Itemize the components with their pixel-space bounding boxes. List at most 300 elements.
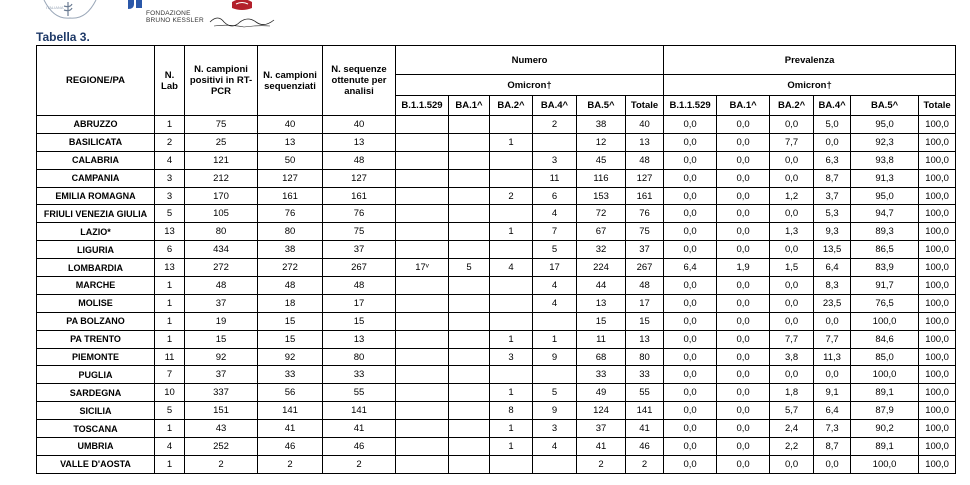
sequenziati-cell: 50 <box>258 151 323 169</box>
numero-cell: 80 <box>626 348 664 366</box>
prevalenza-cell: 0,0 <box>664 330 717 348</box>
sequenze-cell: 76 <box>323 205 396 223</box>
table-row <box>37 330 956 348</box>
numero-cell: 141 <box>626 402 664 420</box>
prevalenza-cell: 100,0 <box>919 438 956 456</box>
numero-cell: 45 <box>577 151 626 169</box>
positivi-cell: 75 <box>185 116 258 134</box>
numero-cell: 41 <box>626 420 664 438</box>
prevalenza-cell: 0,0 <box>664 187 717 205</box>
lab-cell: 13 <box>155 223 185 241</box>
table-row <box>37 384 956 402</box>
numero-cell <box>490 366 533 384</box>
prevalenza-cell: 93,8 <box>851 151 919 169</box>
region-cell: PA TRENTO <box>37 330 155 348</box>
numero-cell: 1 <box>490 420 533 438</box>
prevalenza-cell: 85,0 <box>851 348 919 366</box>
sequenziati-cell: 127 <box>258 169 323 187</box>
lab-cell: 7 <box>155 366 185 384</box>
prevalenza-cell: 0,0 <box>770 116 814 134</box>
lab-cell: 1 <box>155 294 185 312</box>
prevalenza-cell: 1,9 <box>717 259 770 277</box>
iss-logo-icon <box>40 0 100 20</box>
prevalenza-cell: 3,8 <box>770 348 814 366</box>
numero-cell <box>396 330 449 348</box>
region-cell: UMBRIA <box>37 438 155 456</box>
sequenziati-cell: 2 <box>258 455 323 473</box>
prevalenza-cell: 2,4 <box>770 420 814 438</box>
prevalenza-cell: 8,7 <box>814 438 851 456</box>
sequenziati-cell: 76 <box>258 205 323 223</box>
numero-cell <box>533 455 577 473</box>
col-region: REGIONE/PA <box>37 46 155 116</box>
prevalenza-cell: 0,0 <box>717 420 770 438</box>
numero-cell <box>396 420 449 438</box>
region-cell: MARCHE <box>37 277 155 295</box>
prevalenza-cell: 0,0 <box>770 455 814 473</box>
prevalenza-cell: 87,9 <box>851 402 919 420</box>
table-row <box>37 455 956 473</box>
prevalenza-cell: 100,0 <box>919 187 956 205</box>
table-row <box>37 151 956 169</box>
numero-cell <box>449 330 490 348</box>
col-lab: N. Lab <box>155 46 185 116</box>
numero-cell: 124 <box>577 402 626 420</box>
positivi-cell: 105 <box>185 205 258 223</box>
prevalenza-cell: 7,3 <box>814 420 851 438</box>
region-cell: CALABRIA <box>37 151 155 169</box>
numero-cell <box>490 312 533 330</box>
lab-cell: 1 <box>155 312 185 330</box>
prevalenza-cell: 0,0 <box>664 294 717 312</box>
region-cell: SARDEGNA <box>37 384 155 402</box>
sequenziati-cell: 18 <box>258 294 323 312</box>
positivi-cell: 2 <box>185 455 258 473</box>
sequenze-cell: 48 <box>323 277 396 295</box>
numero-cell: 1 <box>490 133 533 151</box>
col-sequenze: N. sequenze ottenute per analisi <box>323 46 396 116</box>
prevalenza-cell: 100,0 <box>919 205 956 223</box>
numero-cell <box>449 133 490 151</box>
numero-cell: 1 <box>490 223 533 241</box>
numero-cell <box>533 312 577 330</box>
lab-cell: 1 <box>155 455 185 473</box>
region-cell: SICILIA <box>37 402 155 420</box>
sub-omicron-numero: Omicron† <box>396 75 664 96</box>
region-cell: PIEMONTE <box>37 348 155 366</box>
numero-cell <box>449 312 490 330</box>
numero-cell: 11 <box>577 330 626 348</box>
numero-cell <box>449 205 490 223</box>
numero-cell <box>449 455 490 473</box>
numero-cell: 6 <box>533 187 577 205</box>
numero-cell: 3 <box>533 420 577 438</box>
numero-cell: 38 <box>577 116 626 134</box>
prevalenza-cell: 0,0 <box>664 133 717 151</box>
prevalenza-cell: 6,4 <box>814 259 851 277</box>
prevalenza-cell: 2,2 <box>770 438 814 456</box>
sequenziati-cell: 33 <box>258 366 323 384</box>
lab-cell: 1 <box>155 116 185 134</box>
prevalenza-cell: 89,3 <box>851 223 919 241</box>
lab-cell: 10 <box>155 384 185 402</box>
prevalenza-cell: 0,0 <box>717 223 770 241</box>
positivi-cell: 121 <box>185 151 258 169</box>
prevalenza-cell: 100,0 <box>851 312 919 330</box>
prevalenza-cell: 5,3 <box>814 205 851 223</box>
sequenze-cell: 15 <box>323 312 396 330</box>
prevalenza-cell: 100,0 <box>919 366 956 384</box>
sequenziati-cell: 56 <box>258 384 323 402</box>
sequenze-cell: 37 <box>323 241 396 259</box>
numero-cell: 44 <box>577 277 626 295</box>
prevalenza-cell: 0,0 <box>717 402 770 420</box>
numero-cell <box>396 402 449 420</box>
prevalenza-cell: 90,2 <box>851 420 919 438</box>
prevalenza-cell: 0,0 <box>664 384 717 402</box>
prevalenza-cell: 0,0 <box>717 187 770 205</box>
prevalenza-cell: 13,5 <box>814 241 851 259</box>
prevalence-table <box>36 45 956 474</box>
prevalenza-cell: 0,0 <box>664 366 717 384</box>
lab-cell: 3 <box>155 187 185 205</box>
group-numero: Numero <box>396 46 664 75</box>
numero-cell <box>396 277 449 295</box>
sequenze-cell: 141 <box>323 402 396 420</box>
numero-cell <box>490 169 533 187</box>
table-row <box>37 169 956 187</box>
sequenziati-cell: 15 <box>258 330 323 348</box>
numero-cell: 48 <box>626 277 664 295</box>
numero-cell <box>490 455 533 473</box>
numero-cell: 2 <box>490 187 533 205</box>
numero-cell: 37 <box>626 241 664 259</box>
prevalenza-cell: 0,0 <box>717 455 770 473</box>
numero-cell: 224 <box>577 259 626 277</box>
positivi-cell: 170 <box>185 187 258 205</box>
prevalenza-cell: 100,0 <box>919 223 956 241</box>
numero-cell <box>490 151 533 169</box>
numero-cell <box>449 402 490 420</box>
prevalenza-cell: 89,1 <box>851 384 919 402</box>
prevalenza-cell: 0,0 <box>717 205 770 223</box>
prevalenza-cell: 7,7 <box>770 330 814 348</box>
num-variant-header: BA.1^ <box>449 96 490 116</box>
prevalenza-cell: 0,0 <box>664 241 717 259</box>
prev-variant-header: Totale <box>919 96 956 116</box>
numero-cell: 2 <box>577 455 626 473</box>
prevalenza-cell: 100,0 <box>919 330 956 348</box>
numero-cell: 4 <box>533 438 577 456</box>
sequenziati-cell: 141 <box>258 402 323 420</box>
prevalenza-cell: 0,0 <box>664 205 717 223</box>
numero-cell: 5 <box>533 241 577 259</box>
fbk-line1: FONDAZIONE <box>146 10 191 17</box>
prevalenza-cell: 0,0 <box>664 438 717 456</box>
numero-cell <box>396 187 449 205</box>
table-row <box>37 402 956 420</box>
prevalenza-cell: 0,0 <box>664 223 717 241</box>
prev-variant-header: B.1.1.529 <box>664 96 717 116</box>
sequenziati-cell: 15 <box>258 312 323 330</box>
numero-cell: 13 <box>626 330 664 348</box>
prevalenza-cell: 95,0 <box>851 116 919 134</box>
prevalenza-cell: 0,0 <box>770 241 814 259</box>
table-row <box>37 116 956 134</box>
region-cell: EMILIA ROMAGNA <box>37 187 155 205</box>
numero-cell <box>396 116 449 134</box>
col-sequenziati: N. campioni sequenziati <box>258 46 323 116</box>
sequenziati-cell: 48 <box>258 277 323 295</box>
numero-cell: 5 <box>449 259 490 277</box>
region-cell: LOMBARDIA <box>37 259 155 277</box>
numero-cell: 72 <box>577 205 626 223</box>
prevalenza-cell: 0,0 <box>717 330 770 348</box>
numero-cell <box>396 169 449 187</box>
prevalenza-cell: 11,3 <box>814 348 851 366</box>
numero-cell <box>490 294 533 312</box>
numero-cell <box>449 384 490 402</box>
numero-cell <box>490 116 533 134</box>
positivi-cell: 212 <box>185 169 258 187</box>
numero-cell: 13 <box>577 294 626 312</box>
numero-cell <box>396 312 449 330</box>
group-prevalenza: Prevalenza <box>664 46 956 75</box>
numero-cell: 9 <box>533 348 577 366</box>
prevalenza-cell: 9,1 <box>814 384 851 402</box>
numero-cell: 32 <box>577 241 626 259</box>
numero-cell: 1 <box>490 330 533 348</box>
positivi-cell: 252 <box>185 438 258 456</box>
numero-cell: 17ᵛ <box>396 259 449 277</box>
numero-cell: 46 <box>626 438 664 456</box>
numero-cell <box>533 366 577 384</box>
numero-cell <box>449 116 490 134</box>
prevalenza-cell: 0,0 <box>717 277 770 295</box>
prevalenza-cell: 100,0 <box>919 348 956 366</box>
prevalenza-cell: 0,0 <box>770 366 814 384</box>
prevalenza-cell: 0,0 <box>717 169 770 187</box>
numero-cell: 49 <box>577 384 626 402</box>
sequenziati-cell: 46 <box>258 438 323 456</box>
numero-cell: 1 <box>490 384 533 402</box>
numero-cell <box>449 241 490 259</box>
lab-cell: 11 <box>155 348 185 366</box>
positivi-cell: 48 <box>185 277 258 295</box>
prevalenza-cell: 0,0 <box>664 455 717 473</box>
positivi-cell: 15 <box>185 330 258 348</box>
sequenze-cell: 2 <box>323 455 396 473</box>
col-positivi: N. campioni positivi in RT-PCR <box>185 46 258 116</box>
prevalenza-cell: 6,3 <box>814 151 851 169</box>
prevalenza-cell: 0,0 <box>664 402 717 420</box>
prevalenza-cell: 0,0 <box>770 294 814 312</box>
prevalenza-cell: 0,0 <box>770 277 814 295</box>
numero-cell: 5 <box>533 384 577 402</box>
prevalenza-cell: 100,0 <box>851 366 919 384</box>
positivi-cell: 337 <box>185 384 258 402</box>
prev-variant-header: BA.5^ <box>851 96 919 116</box>
positivi-cell: 272 <box>185 259 258 277</box>
prevalenza-cell: 100,0 <box>919 133 956 151</box>
numero-cell: 4 <box>533 294 577 312</box>
numero-cell: 1 <box>533 330 577 348</box>
prevalenza-cell: 100,0 <box>919 420 956 438</box>
sequenze-cell: 80 <box>323 348 396 366</box>
prevalenza-cell: 91,7 <box>851 277 919 295</box>
region-cell: ABRUZZO <box>37 116 155 134</box>
numero-cell <box>533 133 577 151</box>
num-variant-header: Totale <box>626 96 664 116</box>
table-row <box>37 366 956 384</box>
numero-cell: 2 <box>533 116 577 134</box>
region-cell: FRIULI VENEZIA GIULIA <box>37 205 155 223</box>
prevalenza-cell: 0,0 <box>664 116 717 134</box>
positivi-cell: 19 <box>185 312 258 330</box>
table-row <box>37 187 956 205</box>
numero-cell: 267 <box>626 259 664 277</box>
prevalenza-cell: 0,0 <box>717 366 770 384</box>
sequenze-cell: 33 <box>323 366 396 384</box>
prevalenza-cell: 100,0 <box>919 241 956 259</box>
prevalenza-cell: 0,0 <box>770 169 814 187</box>
numero-cell <box>396 366 449 384</box>
prevalenza-cell: 0,0 <box>814 312 851 330</box>
prevalenza-cell: 0,0 <box>664 348 717 366</box>
prevalenza-cell: 0,0 <box>814 455 851 473</box>
prevalenza-cell: 100,0 <box>919 455 956 473</box>
numero-cell: 48 <box>626 151 664 169</box>
numero-cell: 75 <box>626 223 664 241</box>
prevalenza-cell: 91,3 <box>851 169 919 187</box>
prevalenza-cell: 23,5 <box>814 294 851 312</box>
sequenze-cell: 40 <box>323 116 396 134</box>
prevalenza-cell: 0,0 <box>717 133 770 151</box>
positivi-cell: 37 <box>185 294 258 312</box>
prevalenza-cell: 1,5 <box>770 259 814 277</box>
sequenziati-cell: 92 <box>258 348 323 366</box>
table-body <box>37 116 956 474</box>
prevalenza-cell: 0,0 <box>770 151 814 169</box>
numero-cell <box>490 277 533 295</box>
prevalenza-cell: 100,0 <box>919 312 956 330</box>
numero-cell <box>396 384 449 402</box>
num-variant-header: BA.5^ <box>577 96 626 116</box>
numero-cell: 116 <box>577 169 626 187</box>
prevalenza-cell: 84,6 <box>851 330 919 348</box>
numero-cell: 55 <box>626 384 664 402</box>
prevalenza-cell: 0,0 <box>717 241 770 259</box>
positivi-cell: 434 <box>185 241 258 259</box>
numero-cell: 15 <box>577 312 626 330</box>
numero-cell: 40 <box>626 116 664 134</box>
numero-cell: 33 <box>577 366 626 384</box>
prevalenza-cell: 0,0 <box>717 151 770 169</box>
table-row <box>37 277 956 295</box>
prevalenza-cell: 83,9 <box>851 259 919 277</box>
sequenziati-cell: 80 <box>258 223 323 241</box>
prevalenza-cell: 0,0 <box>664 312 717 330</box>
prevalenza-cell: 95,0 <box>851 187 919 205</box>
region-cell: PUGLIA <box>37 366 155 384</box>
prevalenza-cell: 8,3 <box>814 277 851 295</box>
sequenze-cell: 13 <box>323 133 396 151</box>
numero-cell: 153 <box>577 187 626 205</box>
prevalenza-cell: 0,0 <box>664 151 717 169</box>
region-cell: MOLISE <box>37 294 155 312</box>
numero-cell: 12 <box>577 133 626 151</box>
numero-cell <box>396 133 449 151</box>
sequenziati-cell: 38 <box>258 241 323 259</box>
sequenziati-cell: 272 <box>258 259 323 277</box>
numero-cell: 3 <box>533 151 577 169</box>
lab-cell: 6 <box>155 241 185 259</box>
sub-omicron-prevalenza: Omicron† <box>664 75 956 96</box>
sequenze-cell: 41 <box>323 420 396 438</box>
lab-cell: 2 <box>155 133 185 151</box>
prevalenza-cell: 100,0 <box>919 384 956 402</box>
prevalenza-cell: 0,0 <box>770 205 814 223</box>
prevalenza-cell: 0,0 <box>664 169 717 187</box>
numero-cell <box>449 187 490 205</box>
sequenziati-cell: 13 <box>258 133 323 151</box>
lab-cell: 13 <box>155 259 185 277</box>
prevalenza-cell: 0,0 <box>814 133 851 151</box>
ministero-salute-logo-icon <box>198 0 288 30</box>
prevalenza-cell: 100,0 <box>919 116 956 134</box>
prev-variant-header: BA.1^ <box>717 96 770 116</box>
prevalenza-cell: 0,0 <box>717 438 770 456</box>
lab-cell: 1 <box>155 277 185 295</box>
prevalenza-cell: 86,5 <box>851 241 919 259</box>
prevalenza-cell: 5,0 <box>814 116 851 134</box>
lab-cell: 5 <box>155 402 185 420</box>
table-row <box>37 205 956 223</box>
table-row <box>37 294 956 312</box>
numero-cell: 17 <box>626 294 664 312</box>
prevalenza-cell: 100,0 <box>919 169 956 187</box>
prevalenza-cell: 0,0 <box>717 294 770 312</box>
numero-cell: 4 <box>533 205 577 223</box>
numero-cell <box>490 205 533 223</box>
prevalenza-cell: 0,0 <box>717 384 770 402</box>
numero-cell: 41 <box>577 438 626 456</box>
numero-cell: 8 <box>490 402 533 420</box>
prevalenza-cell: 76,5 <box>851 294 919 312</box>
numero-cell: 76 <box>626 205 664 223</box>
positivi-cell: 25 <box>185 133 258 151</box>
numero-cell <box>396 294 449 312</box>
numero-cell <box>396 223 449 241</box>
prevalenza-cell: 7,7 <box>770 133 814 151</box>
sequenze-cell: 161 <box>323 187 396 205</box>
prevalenza-cell: 0,0 <box>717 116 770 134</box>
numero-cell <box>449 420 490 438</box>
numero-cell <box>396 348 449 366</box>
numero-cell: 4 <box>490 259 533 277</box>
prevalenza-cell: 5,7 <box>770 402 814 420</box>
numero-cell <box>449 223 490 241</box>
numero-cell: 4 <box>533 277 577 295</box>
prevalenza-cell: 100,0 <box>919 294 956 312</box>
lab-cell: 1 <box>155 330 185 348</box>
prevalenza-cell: 6,4 <box>814 402 851 420</box>
table-row <box>37 259 956 277</box>
numero-cell: 13 <box>626 133 664 151</box>
region-cell: VALLE D'AOSTA <box>37 455 155 473</box>
num-variant-header: B.1.1.529 <box>396 96 449 116</box>
region-cell: LIGURIA <box>37 241 155 259</box>
